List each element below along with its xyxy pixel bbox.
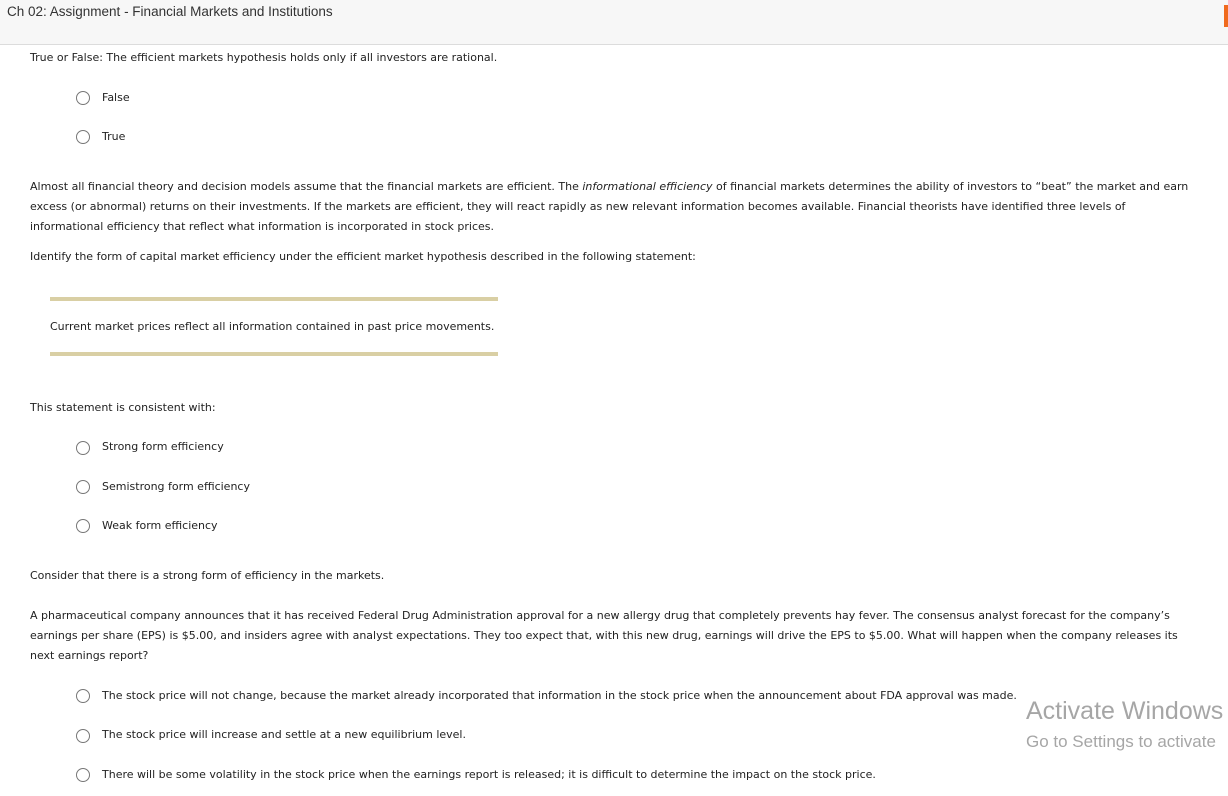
statement-top-rule <box>50 297 498 301</box>
q3-radio-volatility[interactable] <box>76 768 90 782</box>
q1-prompt: True or False: The efficient markets hypothesis holds only if all investors are rational. <box>30 51 498 64</box>
q2-prompt: This statement is consistent with: <box>30 401 216 414</box>
q3-option-increase-label[interactable]: The stock price will increase and settle at a new equilibrium level. <box>102 728 466 741</box>
intro-paragraph <box>30 177 1190 237</box>
statement-bottom-rule <box>50 352 498 356</box>
q3-option-no-change-label[interactable]: The stock price will not change, because the market already incorporated that information in the stock price when the announcement about FDA approval was made. <box>102 689 1017 702</box>
intro-text-start: Almost all financial theory and decision models assume that the financial markets are efficient. The <box>30 180 583 193</box>
q3-prompt: A pharmaceutical company announces that it has received Federal Drug Administration approval for a new allergy drug that completely prevents hay fever. The consensus analyst forecast for the company’s earnings per share (EPS) is $5.00, and insiders agree with analyst expectations. They too expect that, with this new drug, earnings will drive the EPS to $5.00. What will happen when the company releases its next earnings report? <box>30 609 1178 662</box>
identify-instruction: Identify the form of capital market efficiency under the efficient market hypothesis described in the following statement: <box>30 250 696 263</box>
q3-radio-increase[interactable] <box>76 729 90 743</box>
q3-radio-no-change[interactable] <box>76 689 90 703</box>
intro-emphasis: informational efficiency <box>582 180 713 193</box>
q3-context: Consider that there is a strong form of efficiency in the markets. <box>30 569 385 582</box>
intro-text-end: of financial markets determines the ability of investors to “beat” the market and earn excess (or abnormal) returns on their investments. If the markets are efficient, they will react rapidly as new relevant information becomes available. Financial theorists have identified three levels of informational efficiency that reflect what information is incorporated in stock prices. <box>30 180 1189 233</box>
q2-radio-weak[interactable] <box>76 519 90 533</box>
header-edge-accent <box>1224 5 1228 27</box>
q1-radio-true[interactable] <box>76 130 90 144</box>
q1-option-true-label[interactable]: True <box>102 130 126 143</box>
q1-radio-false[interactable] <box>76 91 90 105</box>
q2-option-semistrong-label[interactable]: Semistrong form efficiency <box>102 480 250 493</box>
q2-option-strong-label[interactable]: Strong form efficiency <box>102 440 224 453</box>
activate-windows-watermark: Activate Windows <box>1026 697 1224 725</box>
statement-text: Current market prices reflect all information contained in past price movements. <box>50 320 495 333</box>
assignment-title: Ch 02: Assignment - Financial Markets and Institutions <box>7 4 333 19</box>
q2-option-weak-label[interactable]: Weak form efficiency <box>102 519 218 532</box>
q1-option-false-label[interactable]: False <box>102 91 130 104</box>
q2-radio-strong[interactable] <box>76 441 90 455</box>
page-header <box>0 0 1228 45</box>
q2-radio-semistrong[interactable] <box>76 480 90 494</box>
activate-windows-subtitle: Go to Settings to activate <box>1026 732 1216 751</box>
q3-option-volatility-label[interactable]: There will be some volatility in the stock price when the earnings report is released; it is difficult to determine the impact on the stock price. <box>102 768 876 781</box>
